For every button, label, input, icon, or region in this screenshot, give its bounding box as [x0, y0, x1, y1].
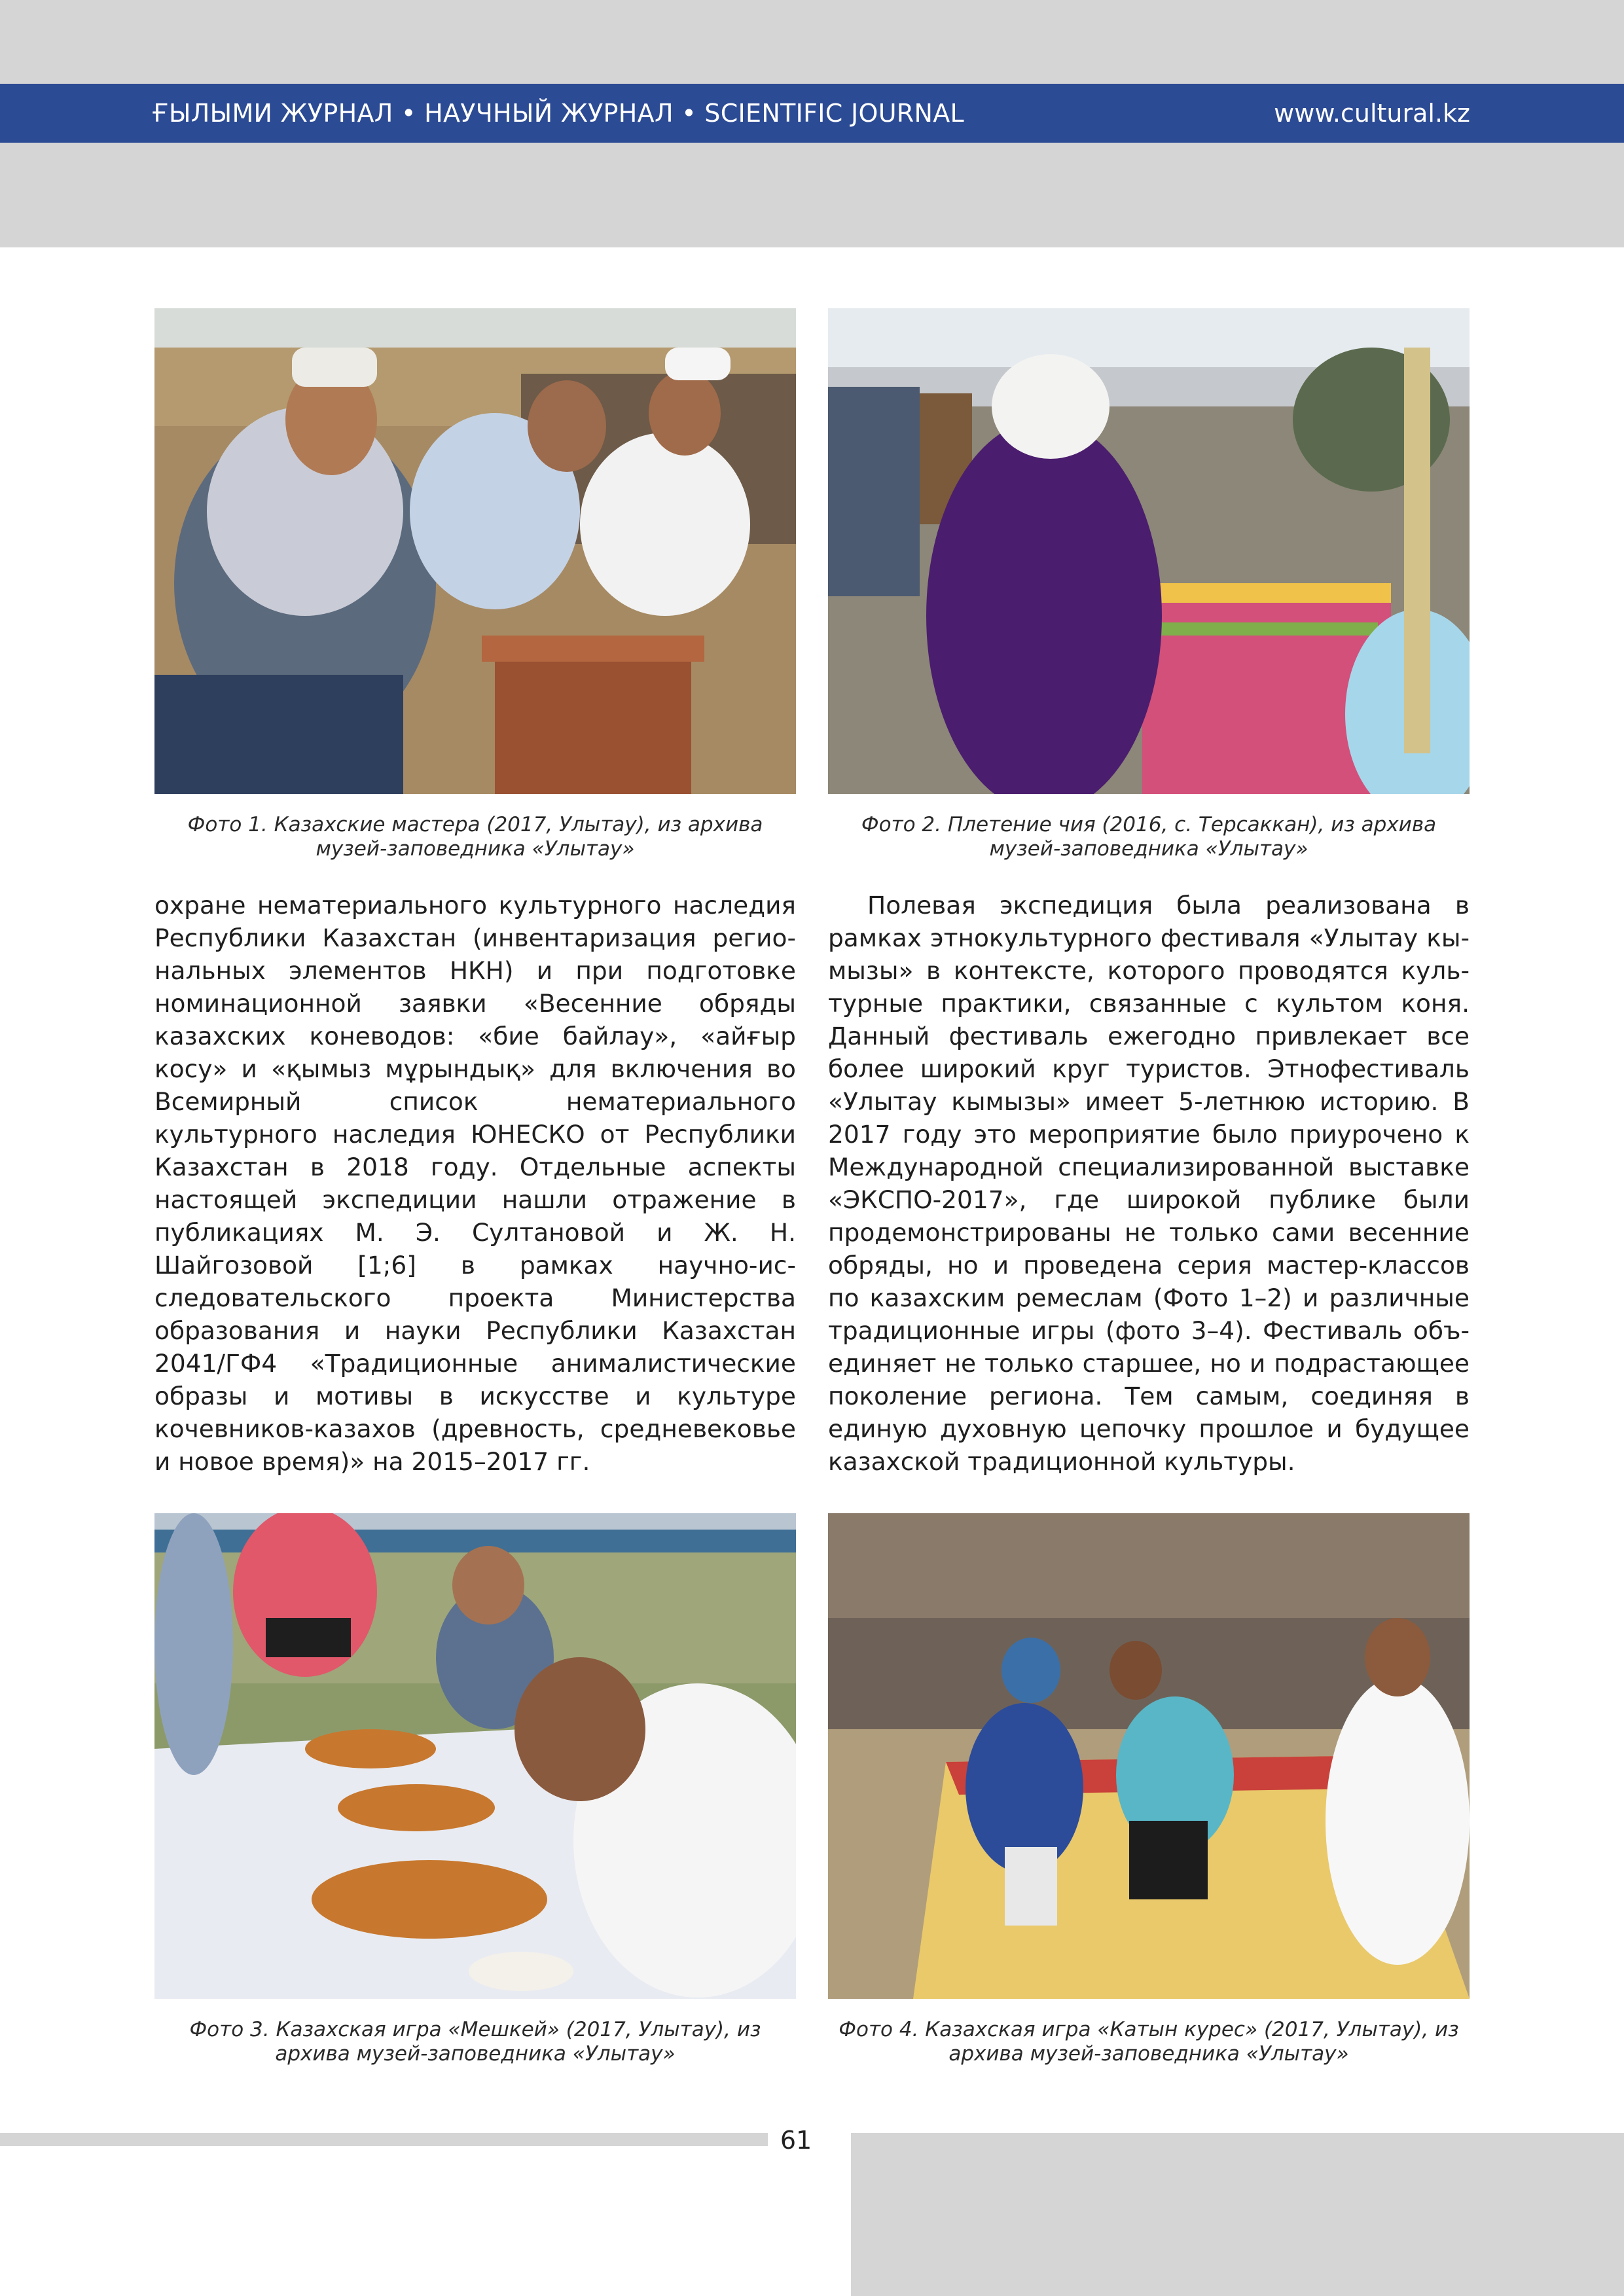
photo-1-craftsmen	[154, 308, 796, 794]
footer-gray-block	[851, 2133, 1624, 2296]
page-number: 61	[780, 2126, 812, 2155]
photo-1-caption	[154, 813, 796, 861]
body-text-right-column: Полевая экспедиция была реализована в рамках этнокультурного фестиваля «Улытау кымызы» в контексте, которого проводятся культурные практики, связанные с культом коня. Данный фестиваль ежегодно привлекает все более широкий круг туристов. Этнофестиваль «Улытау кымызы» имеет 5-летнюю историю. В 2017 году это мероприятие было приурочено к Международной специализированной выставке «ЭКСПО-2017», где широкой публике были продемонстрированы не только сами весенние обряды, но и проведена серия мастер-классов по казахским ремеслам (Фото 1–2) и различные традиционные игры (фото 3–4). Фестиваль объединяет не только старшее, но и подрастающее поколение региона. Тем самым, соединяя в единую духовную цепочку прошлое и будущее казахской традиционной культуры.	[828, 891, 1470, 1476]
photo-2-caption-line-2: музей-заповедника «Улытау»	[989, 837, 1308, 861]
journal-title: ҒЫЛЫМИ ЖУРНАЛ • НАУЧНЫЙ ЖУРНАЛ • SCIENTIFIC JOURNAL	[152, 99, 965, 128]
photo-4-caption-line-1: Фото 4. Казахская игра «Катын курес» (2017, Улытау), из	[839, 2018, 1459, 2041]
website-link[interactable]: www.cultural.kz	[1274, 99, 1470, 128]
footer-left-bar	[0, 2133, 768, 2146]
photo-4-caption-line-2: архива музей-заповедника «Улытау»	[948, 2042, 1349, 2066]
photo-3-caption-line-2: архива музей-заповедника «Улытау»	[275, 2042, 676, 2066]
photo-2-caption	[828, 813, 1470, 861]
photo-1-caption-line-2: музей-заповедника «Улытау»	[316, 837, 635, 861]
photo-4-caption	[828, 2018, 1470, 2066]
photo-3-caption-line-1: Фото 3. Казахская игра «Мешкей» (2017, Улытау), из	[189, 2018, 761, 2041]
photo-2-caption-line-1: Фото 2. Плетение чия (2016, с. Терсаккан), из архива	[861, 813, 1437, 836]
photo-1-caption-line-1: Фото 1. Казахские мастера (2017, Улытау), из архива	[187, 813, 763, 836]
photo-4-katyn-kures-wrestling	[828, 1513, 1470, 1999]
photo-2-weaving	[828, 308, 1470, 794]
body-text-left-column: охране нематериального культурного наследия Республики Казахстан (инвентаризация региональных элементов НКН) и при подготовке номинационной заявки «Весенние обряды казахских коневодов: «бие байлау», «айғыр косу» и «қымыз мұрындық» для включения во Всемирный список нематериального культурного наследия ЮНЕСКО от Республики Казахстан в 2018 году. Отдельные аспекты настоящей экспедиции нашли отражение в публикациях М. Э. Султановой и Ж. Н. Шайгозовой [1;6] в рамках научно-исследовательского проекта Министерства образования и науки Республики Казахстан 2041/ГФ4 «Традиционные анималистические образы и мотивы в искусстве и культуре кочевников-казахов (древность, средневековье и новое время)» на 2015–2017 гг.	[154, 891, 796, 1476]
photo-3-meshkey-game	[154, 1513, 796, 1999]
journal-header-bar	[0, 84, 1624, 143]
photo-3-caption	[154, 2018, 796, 2066]
